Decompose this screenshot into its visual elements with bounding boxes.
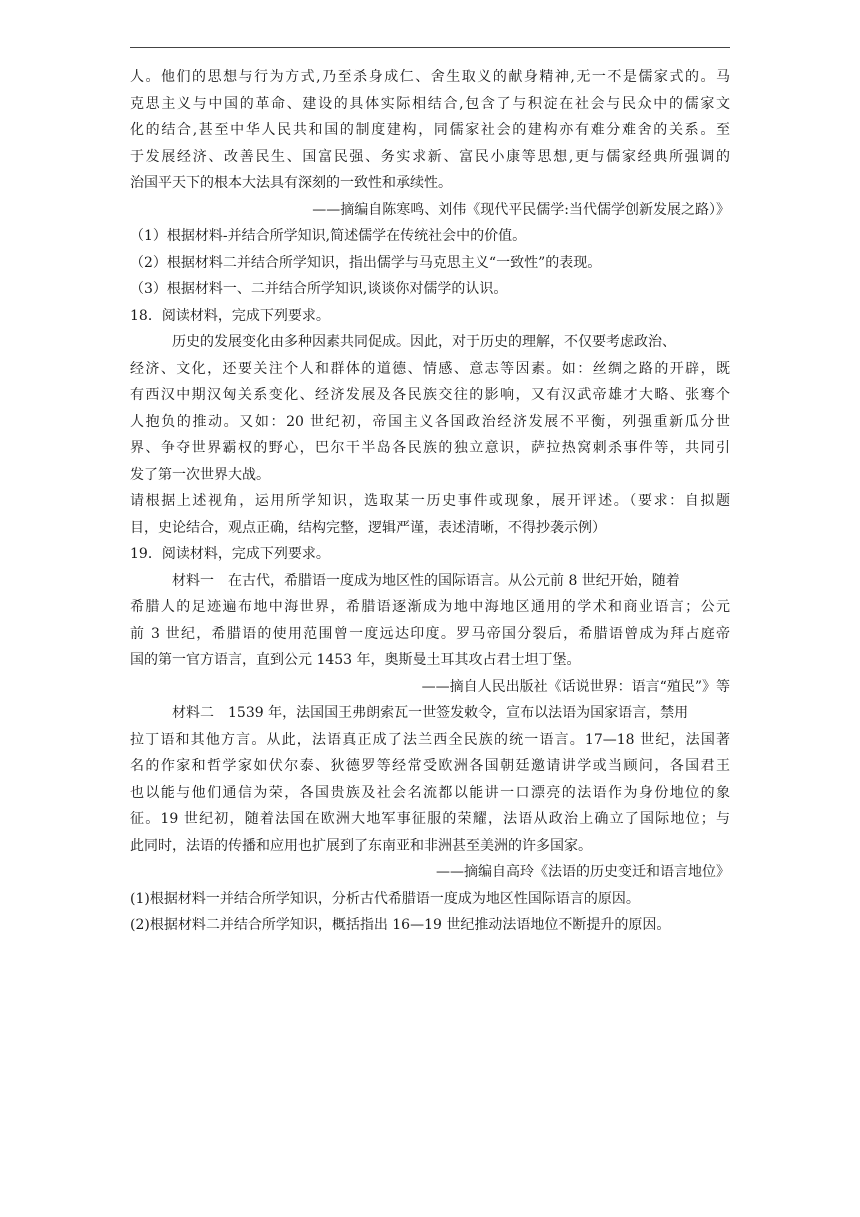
question-heading: 18．阅读材料，完成下列要求。 [130, 307, 330, 324]
text-line: 材料二 1539 年，法国国王弗朗索瓦一世签发敕令，宣布以法语为国家语言，禁用 [172, 705, 689, 721]
question-item: (1)根据材料一并结合所学知识，分析古代希腊语一度成为地区性国际语言的原因。 [130, 890, 640, 907]
text-line: 治国平天下的根本大法具有深刻的一致性和承续性。 [130, 175, 452, 191]
text-line: 历史的发展变化由多种因素共同促成。因此，对于历史的理解，不仅要考虑政治、 [172, 334, 676, 350]
text-line: 界、争夺世界霸权的野心，巴尔干半岛各民族的独立意识，萨拉热窝刺杀事件等，共同引 [130, 440, 730, 456]
source-citation: ——摘编自陈寒鸣、刘伟《现代平民儒学:当代儒学创新发展之路）》 [312, 201, 730, 218]
text-line: 化的结合,甚至中华人民共和国的制度建构，同儒家社会的建构亦有难分难舍的关系。至 [130, 122, 730, 138]
text-line: 发了第一次世界大战。 [130, 466, 270, 483]
document-body [130, 64, 730, 939]
text-line: 人。他们的思想与行为方式,乃至杀身成仁、舍生取义的献身精神,无一不是儒家式的。马 [130, 69, 730, 85]
source-citation: ——摘编自高玲《法语的历史变迁和语言地位》 [436, 864, 730, 880]
text-line: 前 3 世纪，希腊语的使用范围曾一度远达印度。罗马帝国分裂后，希腊语曾成为拜占庭帝 [130, 625, 730, 642]
text-line: 征。19 世纪初，随着法国在欧洲大地军事征服的荣耀，法语从政治上确立了国际地位；与 [130, 811, 730, 827]
question-item: (2)根据材料二并结合所学知识，概括指出 16—19 世纪推动法语地位不断提升的原因。 [130, 917, 671, 933]
header-rule [130, 47, 730, 48]
text-line: 经济、文化，还要关注个人和群体的道德、情感、意志等因素。如：丝绸之路的开辟，既 [130, 360, 730, 377]
text-line: 有西汉中期汉匈关系变化、经济发展及各民族交往的影响，又有汉武帝雄才大略、张骞个 [130, 387, 730, 403]
text-line: 此同时，法语的传播和应用也扩展到了东南亚和非洲甚至美洲的许多国家。 [130, 837, 592, 854]
question-item: （3）根据材料一、二并结合所学知识,谈谈你对儒学的认识。 [130, 281, 508, 297]
text-line: 拉丁语和其他方言。从此，法语真正成了法兰西全民族的统一语言。17—18 世纪，法国著 [130, 731, 730, 748]
question-heading: 19．阅读材料，完成下列要求。 [130, 546, 330, 562]
text-line: 希腊人的足迹遍布地中海世界，希腊语逐渐成为地中海地区通用的学术和商业语言；公元 [130, 599, 730, 615]
text-line: 材料一 在古代，希腊语一度成为地区性的国际语言。从公元前 8 世纪开始，随着 [172, 572, 680, 589]
question-item: （1）根据材料-并结合所学知识,简述儒学在传统社会中的价值。 [130, 228, 527, 244]
source-citation: ——摘自人民出版社《话说世界：语言“殖民”》等 [421, 678, 730, 695]
text-line: 也以能与他们通信为荣，各国贵族及社会名流都以能讲一口漂亮的法语作为身份地位的象 [130, 784, 730, 801]
text-line: 克思主义与中国的革命、建设的具体实际相结合,包含了与积淀在社会与民众中的儒家文 [130, 95, 730, 112]
text-line: 名的作家和哲学家如伏尔泰、狄德罗等经常受欧洲各国朝廷邀请讲学或当顾问，各国君王 [130, 758, 730, 774]
text-line: 目，史论结合，观点正确，结构完整，逻辑严谨，表述清晰，不得抄袭示例） [130, 519, 606, 536]
text-line: 请根据上述视角，运用所学知识，选取某一历史事件或现象，展开评述。（要求：自拟题 [130, 493, 730, 509]
text-line: 于发展经济、改善民生、国富民强、务实求新、富民小康等思想,更与儒家经典所强调的 [130, 148, 730, 165]
text-line: 国的第一官方语言，直到公元 1453 年，奥斯曼土耳其攻占君士坦丁堡。 [130, 652, 581, 668]
question-item: （2）根据材料二并结合所学知识，指出儒学与马克思主义“一致性”的表现。 [130, 254, 602, 271]
text-line: 人抱负的推动。又如：20 世纪初，帝国主义各国政治经济发展不平衡，列强重新瓜分世 [130, 413, 730, 430]
